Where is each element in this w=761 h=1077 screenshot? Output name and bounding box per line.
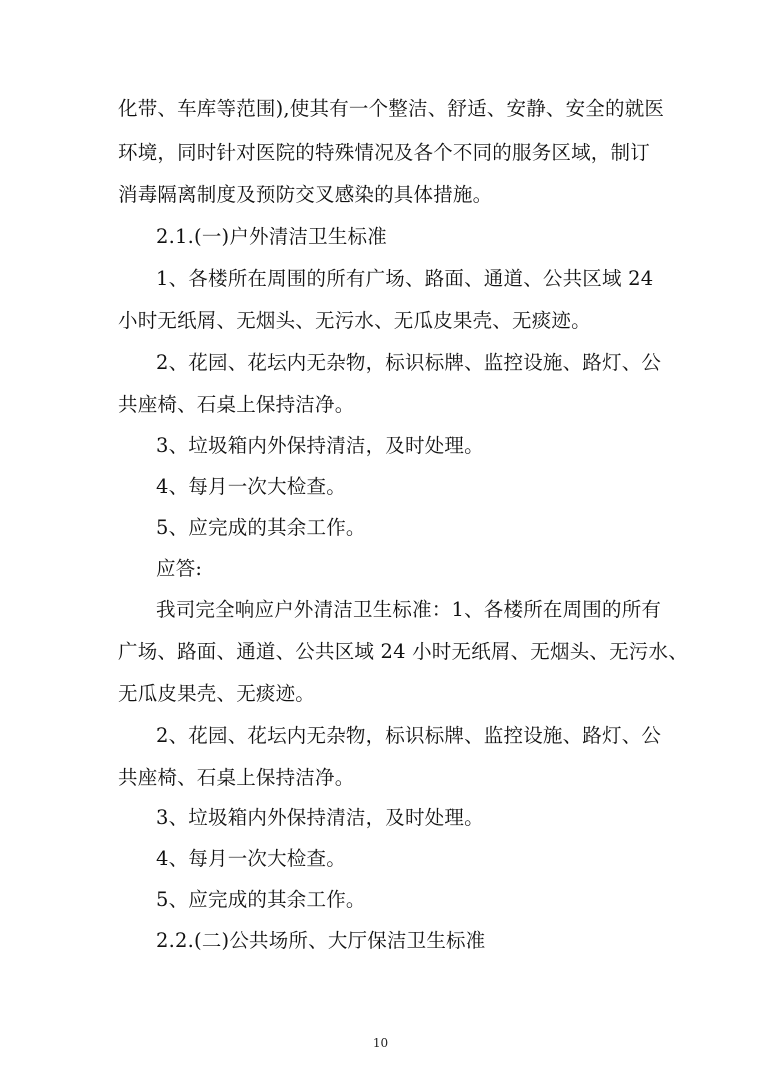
paragraph-line: 4、每月一次大检查。 [156,475,346,498]
paragraph-line: 2、花园、花坛内无杂物，标识标牌、监控设施、路灯、公 [156,351,662,374]
paragraph-line: 共座椅、石桌上保持洁净。 [118,393,355,416]
paragraph-line: 1、各楼所在周围的所有广场、路面、通道、公共区域 24 [156,267,654,290]
response-label: 应答: [156,557,203,580]
paragraph-line: 3、垃圾箱内外保持清洁，及时处理。 [156,434,484,457]
paragraph-line: 5、应完成的其余工作。 [156,888,366,911]
paragraph-line: 化带、车库等范围),使其有一个整洁、舒适、安静、安全的就医 [118,97,665,120]
page-number: 10 [372,1036,389,1050]
paragraph-line: 消毒隔离制度及预防交叉感染的具体措施。 [118,183,493,206]
paragraph-line: 5、应完成的其余工作。 [156,516,366,539]
paragraph-line: 共座椅、石桌上保持洁净。 [118,766,355,789]
paragraph-line: 2、花园、花坛内无杂物，标识标牌、监控设施、路灯、公 [156,724,662,747]
section-heading: 2.1.(一)户外清洁卫生标准 [156,225,387,248]
paragraph-line: 环境，同时针对医院的特殊情况及各个不同的服务区域，制订 [118,141,650,164]
paragraph-line: 无瓜皮果壳、无痰迹。 [118,682,316,705]
section-heading: 2.2.(二)公共场所、大厅保洁卫生标准 [156,929,486,952]
paragraph-line: 我司完全响应户外清洁卫生标准：1、各楼所在周围的所有 [156,598,662,621]
paragraph-line: 小时无纸屑、无烟头、无污水、无瓜皮果壳、无痰迹。 [118,309,591,332]
paragraph-line: 4、每月一次大检查。 [156,847,346,870]
paragraph-line: 3、垃圾箱内外保持清洁，及时处理。 [156,806,484,829]
paragraph-line: 广场、路面、通道、公共区域 24 小时无纸屑、无烟头、无污水、 [118,640,688,663]
